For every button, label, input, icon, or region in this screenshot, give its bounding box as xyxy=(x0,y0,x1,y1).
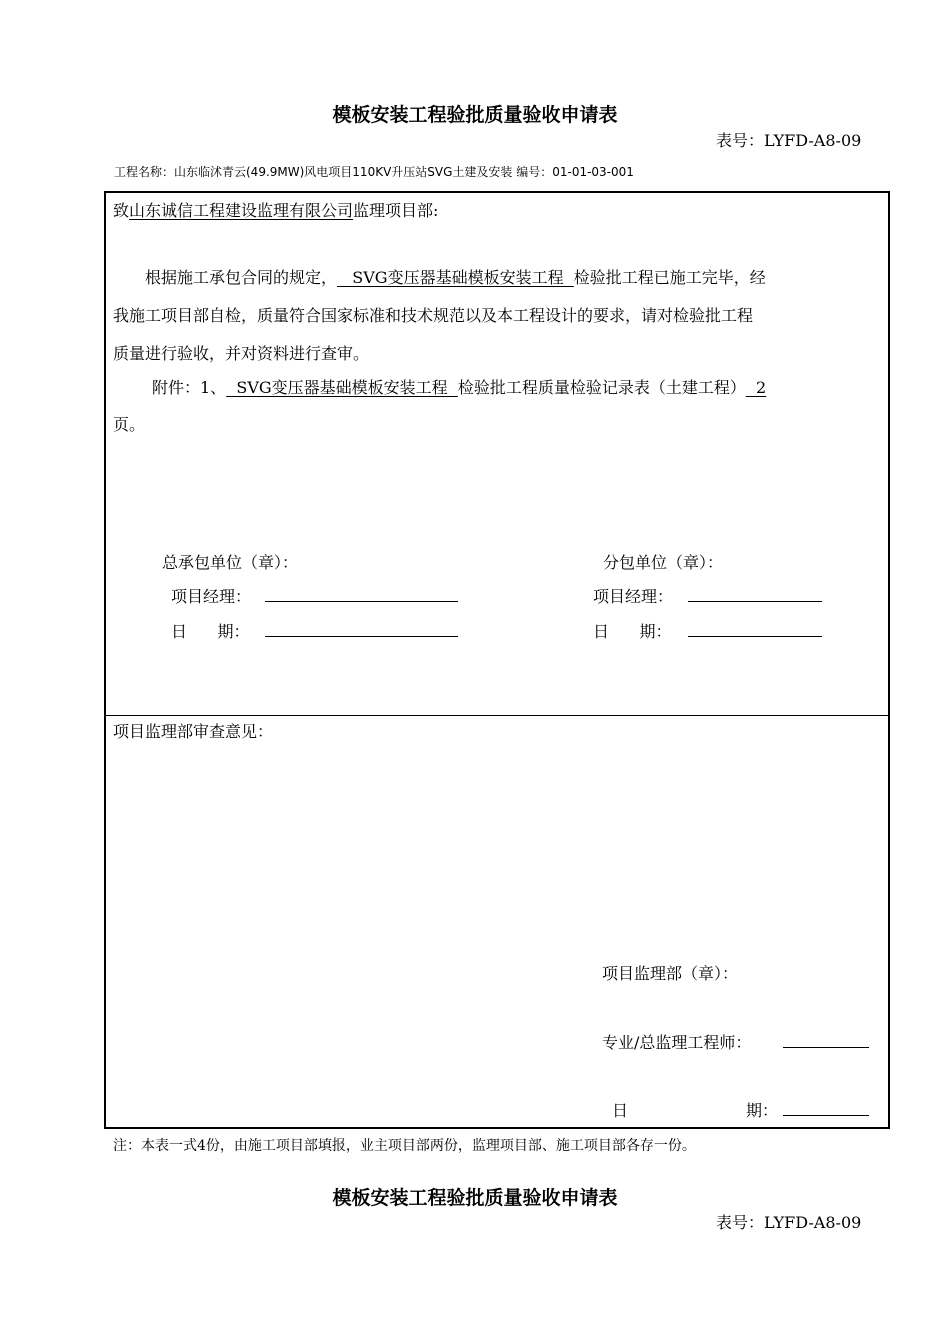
form-number: 表号：LYFD-A8-09 xyxy=(716,131,862,150)
subcontractor-seal-label: 分包单位（章）： xyxy=(603,553,724,572)
inspection-batch-name: SVG变压器基础模板安装工程 xyxy=(337,268,574,287)
body-line-1 xyxy=(145,265,766,288)
gc-date-blank xyxy=(265,636,458,637)
section-divider xyxy=(104,715,890,716)
addressee-prefix: 致 xyxy=(113,201,130,220)
attachment-page-count: 2 xyxy=(745,378,767,397)
project-name-line: 工程名称：山东临沭青云(49.9MW)风电项目110KV升压站SVG土建及安装 编号：01-01-03-001 xyxy=(114,165,634,179)
body-line-2: 我施工项目部自检，质量符合国家标准和技术规范以及本工程设计的要求，请对检验批工程 xyxy=(113,306,754,325)
review-date-label-right: 期： xyxy=(746,1101,779,1120)
attachment-page-suffix: 页。 xyxy=(113,415,146,434)
review-date-label-left: 日 xyxy=(612,1101,629,1120)
sub-date-blank xyxy=(688,636,822,637)
supervising-engineer-label: 专业/总监理工程师： xyxy=(602,1033,752,1052)
supervision-seal-label: 项目监理部（章）： xyxy=(602,964,739,983)
gc-date-label: 日 期： xyxy=(171,622,250,641)
attachment-prefix: 附件：1、 xyxy=(152,378,227,397)
body-line-3: 质量进行验收，并对资料进行查审。 xyxy=(113,344,370,363)
review-date-blank xyxy=(783,1115,869,1116)
addressee-company: 山东诚信工程建设监理有限公司 xyxy=(129,201,354,220)
repeat-page-title: 模板安装工程验批质量验收申请表 xyxy=(332,1187,618,1209)
application-form-box xyxy=(104,191,890,1129)
body-line-1-b: 检验批工程已施工完毕，经 xyxy=(573,268,766,287)
attachment-desc: 检验批工程质量检验记录表（土建工程） xyxy=(457,378,746,397)
attachment-batch-name: SVG变压器基础模板安装工程 xyxy=(226,378,458,397)
page-title: 模板安装工程验批质量验收申请表 xyxy=(332,104,618,126)
addressee-suffix: 监理项目部: xyxy=(353,201,439,220)
footer-note: 注：本表一式4份，由施工项目部填报，业主项目部两份，监理项目部、施工项目部各存一份。 xyxy=(113,1138,696,1154)
supervising-engineer-blank xyxy=(783,1047,869,1048)
sub-project-manager-label: 项目经理： xyxy=(593,587,674,606)
addressee-line xyxy=(113,198,438,221)
attachment-line xyxy=(152,375,766,398)
gc-project-manager-blank xyxy=(265,601,458,602)
sub-project-manager-blank xyxy=(688,601,822,602)
sub-date-label: 日 期： xyxy=(593,622,672,641)
body-line-1-a: 根据施工承包合同的规定， xyxy=(145,268,338,287)
general-contractor-seal-label: 总承包单位（章）： xyxy=(162,553,299,572)
repeat-form-number: 表号：LYFD-A8-09 xyxy=(716,1213,862,1232)
gc-project-manager-label: 项目经理： xyxy=(171,587,252,606)
review-opinion-header: 项目监理部审查意见： xyxy=(113,722,274,741)
